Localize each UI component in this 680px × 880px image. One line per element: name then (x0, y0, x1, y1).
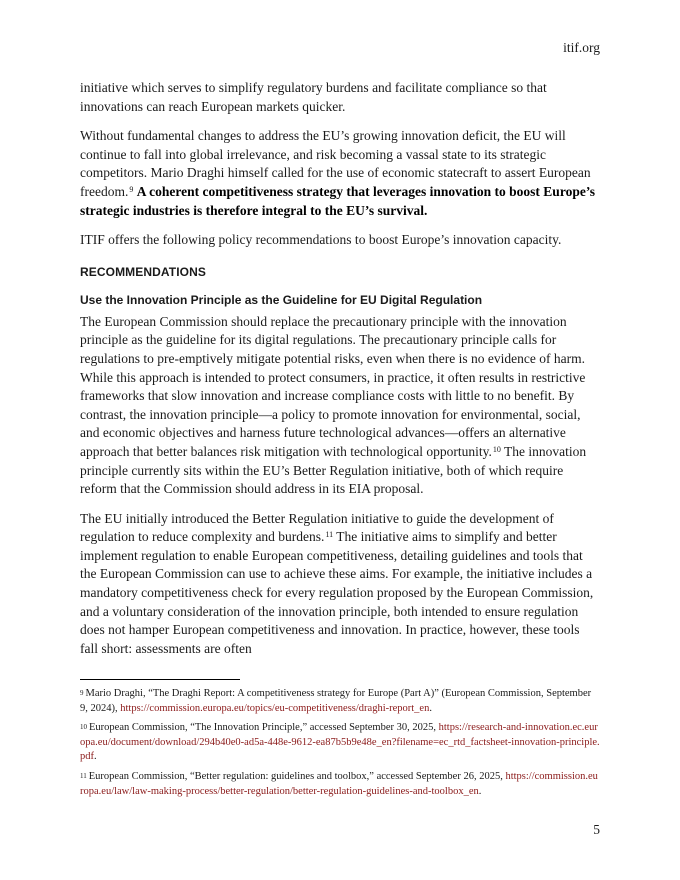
paragraph-text: Without fundamental changes to address the EU’s growing innovation deficit, the EU will continue to fall into global irrelevance, and risk becoming a vassal state to its strategic competitors. Mario Draghi himself called for the use of economic statecraft to assert European freedom. (80, 128, 591, 199)
footnote-text: Mario Draghi, “The Draghi Report: A competitiveness strategy for Europe (Part A)” (European Commission, September 9, 2024), (80, 688, 592, 714)
footnotes (80, 687, 600, 804)
footnote-link[interactable]: https://commission.europa.eu/topics/eu-competitiveness/draghi-report_en (120, 702, 430, 714)
page-number: 5 (593, 822, 600, 837)
recommendations-heading: RECOMMENDATIONS (80, 264, 206, 279)
footnote-number: 10 (80, 723, 87, 732)
footnote-9 (80, 687, 600, 716)
paragraph-intro: initiative which serves to simplify regulatory burdens and facilitate compliance so that innovations can reach European markets quicker. (80, 80, 547, 114)
footnote-text: European Commission, “The Innovation Principle,” accessed September 30, 2025, (89, 722, 439, 734)
section-subheading: Use the Innovation Principle as the Guideline for EU Digital Regulation (80, 292, 483, 307)
footnote-divider (80, 679, 240, 680)
emphasis-statement: A coherent competitiveness strategy that leverages innovation to boost Europe’s strategic industries is therefore integral to the EU’s survival. (80, 183, 596, 218)
footnote-ref-10[interactable]: 10 (492, 444, 501, 454)
footnote-number: 9 (80, 689, 84, 697)
footnote-11 (80, 770, 600, 799)
site-header: itif.org (563, 40, 600, 55)
footnote-end: . (478, 785, 482, 797)
paragraph-innovation-principle (80, 313, 600, 499)
footnote-ref-11[interactable]: 11 (325, 530, 334, 540)
paragraph-text-tail: The initiative aims to simplify and better implement regulation to enable European competitiveness, detailing guidelines and tools that the European Commission can use to achieve these aims. For example, the initiative includes a mandatory competitiveness check for every regulation proposed by the European Commission, and a voluntary consideration of the innovation principle, both intended to ensure regulation does not hamper European competitiveness and innovation. In practice, however, these tools fall short: assessments are often (80, 529, 594, 656)
footnote-link[interactable]: https://research-and-innovation.ec.europa.eu/document/download/294b40e0-ad5a-448e-9612-ea87b5b9e48e_en?filename=ec_rtd_factsheet-innovation-principle.pdf (80, 722, 600, 763)
paragraph-text-tail: The innovation principle currently sits within the EU’s Better Regulation initiative, both of which require reform that the Commission should address in its EIA proposal. (80, 443, 587, 497)
paragraph-innovation-deficit (80, 127, 600, 220)
footnote-10 (80, 721, 600, 765)
footnote-text: European Commission, “Better regulation: guidelines and toolbox,” accessed September 26, 2025, (88, 770, 506, 782)
paragraph-text: The EU initially introduced the Better Regulation initiative to guide the development of regulation to reduce complexity and burdens. (80, 510, 554, 545)
paragraph-text: The European Commission should replace the precautionary principle with the innovation principle as the guideline for its digital regulations. The precautionary principle calls for regulations to pre-emptively mitigate potential risks, even when there is no evidence of harm. While this approach is intended to protect consumers, in practice, it often results in restrictive frameworks that slow innovation and increase compliance costs with little to no benefit. By contrast, the innovation principle—a policy to promote innovation for environmental, social, and economic objectives and harness future technological advances—offers an alternative approach that better balances risk mitigation with technological opportunity. (80, 313, 586, 459)
footnote-link[interactable]: https://commission.europa.eu/law/law-making-process/better-regulation/better-regulation-guidelines-and-toolbox_en (80, 770, 598, 797)
paragraph-better-regulation (80, 510, 600, 659)
footnote-end: . (94, 751, 97, 763)
main-content (80, 79, 600, 669)
footnote-number: 11 (80, 771, 87, 780)
paragraph-itif-offers: ITIF offers the following policy recommendations to boost Europe’s innovation capacity. (80, 232, 562, 248)
footnote-ref-9[interactable]: 9 (129, 184, 134, 194)
footnote-end: . (429, 702, 432, 714)
